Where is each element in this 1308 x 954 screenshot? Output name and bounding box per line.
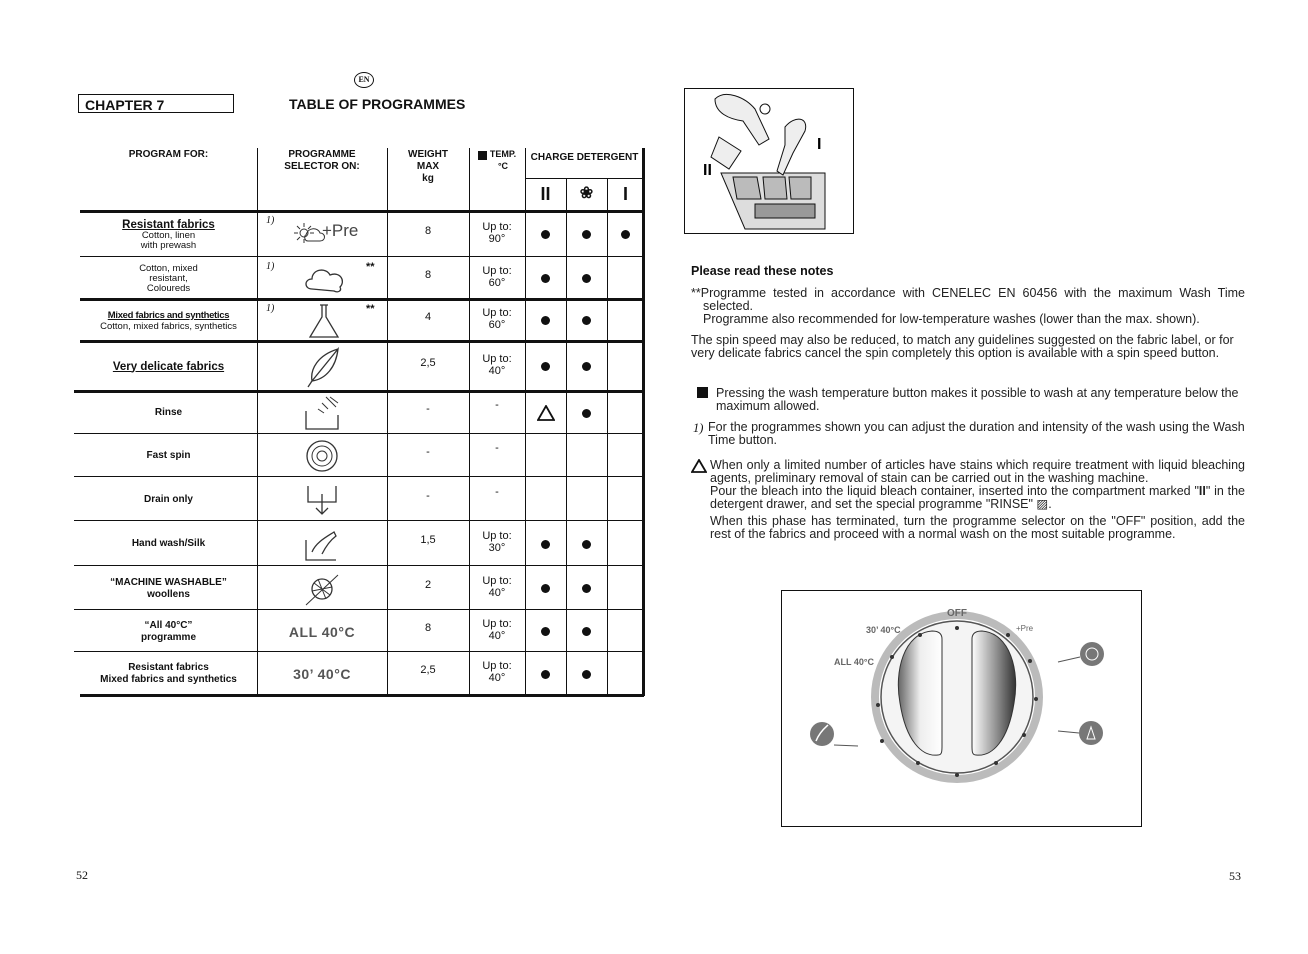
one-note-block — [691, 421, 1245, 447]
charge-mark-3 — [607, 612, 644, 651]
bleach-note-block — [691, 459, 1245, 541]
header-selector: PROGRAMME SELECTOR ON: — [284, 149, 360, 172]
charge-mark-3 — [607, 568, 644, 609]
weight-cell: - — [426, 403, 430, 415]
temperature-cell: Up to: 30° — [482, 530, 512, 554]
footnote-marker: 1) — [266, 261, 275, 272]
charge-mark-1 — [525, 654, 566, 694]
charge-mark-1 — [525, 612, 566, 651]
drawer-drawing — [685, 89, 853, 233]
program-name: Mixed fabrics and synthetics — [107, 309, 230, 321]
temperature-cell: Up to: 90° — [482, 220, 512, 245]
temperature-cell: - — [495, 442, 499, 454]
charge-mark-1 — [525, 523, 566, 565]
program-name: Resistant fabrics Mixed fabrics and synthetics — [100, 662, 237, 685]
temperature-cell: Up to: 40° — [482, 352, 512, 377]
program-name-cell — [80, 213, 257, 256]
charge-mark-2 — [566, 568, 607, 609]
dial-pre-label: +Pre — [1016, 624, 1034, 633]
charge-mark-3 — [607, 259, 644, 298]
program-name-cell — [80, 612, 257, 651]
dot-icon — [541, 584, 550, 593]
dot-icon — [582, 627, 591, 636]
dot-icon — [541, 362, 550, 371]
program-name-cell — [80, 523, 257, 565]
charge-mark-2 — [566, 479, 607, 520]
header-program-for: PROGRAM FOR: — [128, 149, 209, 160]
rinse-inline-icon: ▨ — [1036, 497, 1049, 511]
weight-cell: 2,5 — [420, 664, 436, 676]
dial-30-40-label: 30’ 40°C — [866, 625, 901, 635]
charge-mark-1 — [525, 343, 566, 390]
table-row-divider — [74, 520, 644, 521]
footnote-marker: 1) — [266, 303, 275, 314]
feather-icon — [298, 345, 346, 389]
charge-mark-3 — [607, 479, 644, 520]
weight-cell: 8 — [424, 268, 432, 281]
dot-icon — [541, 627, 550, 636]
weight-cell: 2 — [424, 578, 432, 591]
program-description: Cotton, mixed fabrics, synthetics — [100, 320, 237, 332]
program-name: “All 40°C” programme — [140, 619, 196, 643]
charge-mark-2 — [566, 436, 607, 476]
charge-mark-2 — [566, 612, 607, 651]
charge-mark-3 — [607, 393, 644, 433]
program-name-cell — [80, 568, 257, 609]
table-row-divider — [74, 433, 644, 434]
charge-col-1: II — [540, 184, 551, 204]
charge-mark-2 — [566, 343, 607, 390]
rinse-icon — [298, 391, 346, 435]
charge-mark-1 — [525, 213, 566, 256]
dot-icon — [582, 274, 591, 283]
program-name: Rinse — [154, 407, 183, 418]
square-marker-icon — [697, 387, 708, 398]
bleach-note-2-b: " in the detergent drawer, and set the special programme "RINSE" — [710, 484, 1245, 511]
square-note-block — [691, 387, 1245, 413]
cotton-icon — [298, 257, 346, 301]
spin-icon — [298, 434, 346, 478]
program-name: “MACHINE WASHABLE” woollens — [110, 576, 227, 600]
program-name: Very delicate fabrics — [112, 360, 225, 373]
temperature-cell: Up to: 60° — [482, 306, 512, 331]
header-temp: TEMP. °C — [489, 149, 517, 171]
program-name: Resistant fabrics — [122, 218, 215, 231]
charge-col-3: I — [622, 184, 628, 204]
chapter-label: CHAPTER 7 — [78, 94, 234, 113]
double-star-marker: ** — [366, 261, 375, 273]
charge-mark-3 — [607, 343, 644, 390]
charge-mark-1 — [525, 393, 566, 433]
note-one-marker: 1) — [693, 421, 704, 435]
dot-icon — [541, 274, 550, 283]
program-name: Hand wash/Silk — [131, 538, 206, 549]
header-weight: WEIGHT MAX kg — [408, 149, 448, 184]
bleach-note: When only a limited number of articles have stains which require treatment with liquid bleaching agents, preliminary removal of stain can be carried out in the washing machine. — [710, 458, 1245, 485]
weight-cell: 8 — [424, 621, 432, 634]
dial-all40-label: ALL 40°C — [834, 657, 874, 667]
program-name-cell — [80, 301, 257, 340]
program-description: Cotton, mixed resistant, Coloureds — [139, 262, 198, 294]
temperature-cell: Up to: 40° — [482, 617, 512, 642]
program-symbol-text: ALL 40°C — [288, 623, 356, 640]
wool-icon — [298, 567, 346, 611]
program-name-cell — [80, 343, 257, 390]
drain-icon — [298, 478, 346, 522]
temperature-cell: Up to: 40° — [482, 660, 512, 684]
dot-icon — [582, 316, 591, 325]
bleach-compartment-mark: II — [1198, 484, 1206, 498]
dot-icon — [582, 584, 591, 593]
spin-note: The spin speed may also be reduced, to match any guidelines suggested on the fabric label, or for very delicate fabrics cancel the spin completely this option is available with a spin speed button. — [691, 333, 1234, 360]
charge-col-2: ❀ — [579, 185, 594, 202]
weight-cell: 8 — [424, 224, 432, 237]
dot-icon — [541, 230, 550, 239]
temperature-cell: - — [495, 485, 499, 498]
bleach-note-2-a: Pour the bleach into the liquid bleach container, inserted into the compartment marked " — [710, 484, 1199, 498]
charge-mark-2 — [566, 301, 607, 340]
charge-mark-3 — [607, 301, 644, 340]
drawer-label-ii: II — [703, 162, 712, 179]
dot-icon — [621, 230, 630, 239]
drawer-label-i: I — [817, 136, 822, 153]
charge-mark-2 — [566, 393, 607, 433]
weight-cell: 1,5 — [420, 534, 436, 546]
page-number-right: 53 — [1229, 869, 1241, 883]
temperature-cell: Up to: 40° — [482, 574, 512, 599]
program-symbol-text: 30’ 40°C — [293, 666, 351, 682]
bleach-note-3: When this phase has terminated, turn the programme selector on the "OFF" position, add the rest of the fabrics and proceed with a normal wash on the most suitable programme. — [710, 514, 1245, 541]
header-charge: CHARGE DETERGENT — [530, 152, 639, 163]
program-name-cell — [80, 479, 257, 520]
program-name-cell — [80, 436, 257, 476]
table-row-divider — [74, 651, 644, 652]
dot-icon — [582, 540, 591, 549]
charge-mark-2 — [566, 523, 607, 565]
notes-heading: Please read these notes — [691, 264, 834, 278]
table-row-divider — [74, 609, 644, 610]
triangle-marker-icon — [691, 459, 707, 473]
program-name-cell — [80, 259, 257, 298]
weight-cell: - — [426, 446, 430, 458]
charge-mark-1 — [525, 568, 566, 609]
detergent-drawer-illustration — [684, 88, 854, 234]
program-description: Cotton, linen with prewash — [140, 229, 197, 251]
charge-mark-2 — [566, 213, 607, 256]
table-row-divider — [80, 256, 644, 257]
square-note: Pressing the wash temperature button makes it possible to wash at any temperature below the maximum allowed. — [716, 386, 1239, 413]
language-badge: EN — [354, 72, 374, 88]
dial-off-label: OFF — [947, 608, 967, 619]
page-number-left: 52 — [76, 868, 88, 882]
wash-time-note: For the programmes shown you can adjust the duration and intensity of the wash using the Wash Time button. — [708, 420, 1245, 447]
page-title: TABLE OF PROGRAMMES — [289, 96, 466, 112]
dial-drawing — [782, 591, 1141, 826]
weight-cell: 2,5 — [420, 356, 436, 369]
charge-mark-3 — [607, 213, 644, 256]
dot-icon — [582, 362, 591, 371]
program-name-cell — [80, 393, 257, 433]
program-name: Drain only — [144, 493, 193, 505]
programmes-table — [0, 0, 660, 720]
star-note: **Programme tested in accordance with CENELEC EN 60456 with the maximum Wash Time selected. — [691, 286, 1245, 313]
dot-icon — [541, 540, 550, 549]
charge-mark-1 — [525, 259, 566, 298]
double-star-marker: ** — [366, 303, 375, 315]
weight-cell: - — [426, 489, 430, 502]
table-row-divider — [80, 694, 644, 697]
dot-icon — [541, 670, 550, 679]
weight-cell: 4 — [424, 310, 432, 323]
charge-mark-3 — [607, 436, 644, 476]
triangle-icon — [537, 405, 555, 421]
table-row-divider — [74, 476, 644, 477]
temperature-cell: Up to: 60° — [482, 264, 512, 289]
charge-mark-2 — [566, 259, 607, 298]
charge-mark-2 — [566, 654, 607, 694]
temperature-cell: - — [495, 399, 499, 411]
prewash-plus-label: +Pre — [322, 221, 359, 240]
notes-section — [691, 264, 1245, 541]
star-note-2: Programme also recommended for low-temperature washes (lower than the max. shown). — [703, 312, 1200, 326]
charge-subheader-line — [525, 178, 643, 179]
program-name-cell — [80, 654, 257, 694]
charge-mark-1 — [525, 479, 566, 520]
hand-wash-icon — [298, 522, 346, 566]
dot-icon — [541, 316, 550, 325]
dot-icon — [582, 670, 591, 679]
program-name: Fast spin — [146, 450, 191, 461]
charge-mark-3 — [607, 654, 644, 694]
charge-mark-3 — [607, 523, 644, 565]
synthetics-flask-icon — [298, 299, 346, 343]
footnote-marker: 1) — [266, 215, 275, 226]
bleach-note-2: Pour the bleach into the liquid bleach container, inserted into the compartment marked "II" in the detergent drawer, and set the special programme "RINSE" ▨. — [710, 484, 1245, 511]
charge-mark-1 — [525, 436, 566, 476]
dot-icon — [582, 230, 591, 239]
dot-icon — [582, 409, 591, 418]
table-row-divider — [74, 565, 644, 566]
charge-mark-1 — [525, 301, 566, 340]
programme-dial-illustration — [781, 590, 1142, 827]
